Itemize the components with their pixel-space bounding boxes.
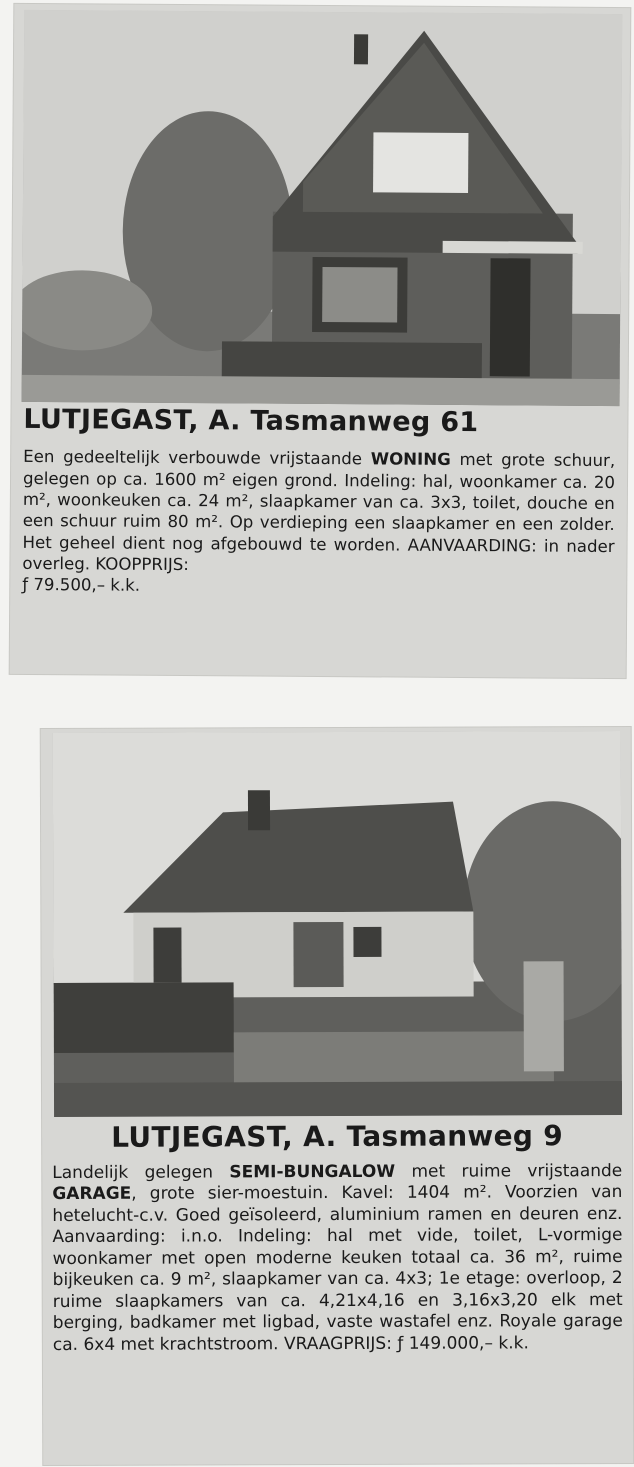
listing-description <box>22 446 615 599</box>
listing-clipping-2 <box>41 727 634 1465</box>
house-photo <box>22 10 623 406</box>
property-type-label: SEMI-BUNGALOW <box>229 1161 396 1182</box>
listing-headline: LUTJEGAST, A. Tasmanweg 9 <box>111 1119 564 1154</box>
garage-label: GARAGE <box>52 1183 132 1205</box>
bungalow-photo <box>53 731 622 1117</box>
property-type-label: WONING <box>370 449 451 470</box>
description-text: Landelijk gelegen <box>52 1161 230 1183</box>
listing-description <box>52 1161 623 1356</box>
price-text: ƒ 79.500,– k.k. <box>22 575 141 595</box>
listing-headline: LUTJEGAST, A. Tasmanweg 61 <box>23 403 479 439</box>
listing-clipping-1 <box>10 4 631 678</box>
description-text: , grote sier-moestuin. Kavel: 1404 m². Voorzien van hetelucht-c.v. Goed geïsoleerd, aluminium ramen en deuren enz. Aanvaarding: i.n.o. Indeling: hal met vide, toilet, L-vormige woonkamer met open moderne keuken totaal ca. 36 m², ruime bijkeuken ca. 9 m², slaapkamer van ca. 4x3; 1e etage: overloop, 2 ruime slaapkamers van ca. 4,21x4,16 en 3,16x3,20 elk met berging, badkamer met ligbad, vaste wastafel enz. Royale garage ca. 6x4 met krachtstroom. VRAAGPRIJS: ƒ 149.000,– k.k. <box>52 1182 623 1355</box>
description-text: met ruime vrijstaande <box>395 1160 623 1182</box>
listing-ad-1 <box>10 404 627 600</box>
description-text: Een gedeeltelijk verbouwde vrijstaande <box>23 447 371 469</box>
description-text: met grote schuur, gelegen op ca. 1600 m² eigen grond. Indeling: hal, woonkamer ca. 20 m², woonkeuken ca. 24 m², slaapkamer van ca. 3x3, toilet, douche en een schuur ruim 80 m². Op verdieping een slaapkamer en een zolder. Het geheel dient nog afgebouwd te worden. AANVAARDING: in nader overleg. KOOPPRIJS: <box>22 450 616 574</box>
listing-ad-2 <box>42 1119 633 1356</box>
